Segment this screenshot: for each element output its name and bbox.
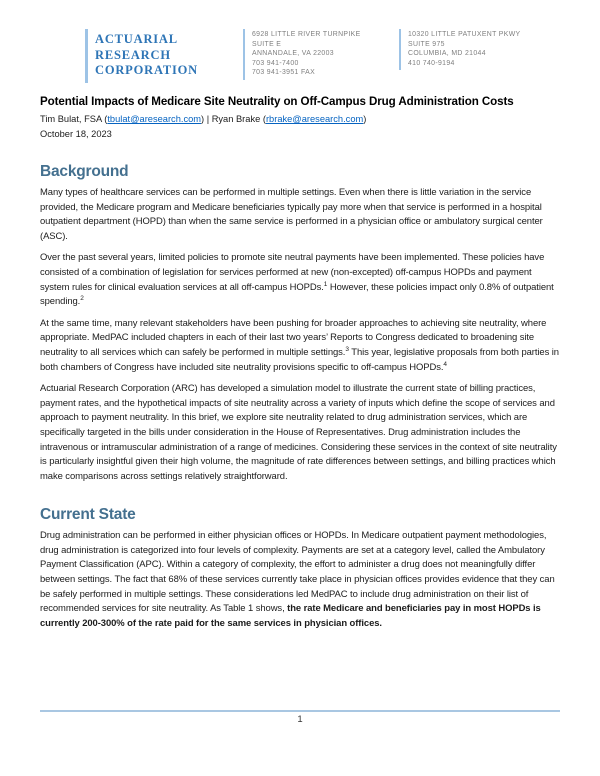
footnote-ref-2: 2: [80, 295, 84, 303]
background-paragraph-2: [40, 251, 561, 309]
document-date: October 18, 2023: [40, 129, 112, 139]
document-title: Potential Impacts of Medicare Site Neutrality on Off-Campus Drug Administration Costs: [40, 95, 514, 108]
emphasized-rate-statement: the rate Medicare and beneficiaries pay in most HOPDs is currently 200-300% of the rate paid for the same services in physician offices.: [40, 603, 541, 629]
address-annandale: [243, 29, 399, 80]
byline-separator: ) | Ryan Brake (: [201, 114, 266, 124]
byline-end: ): [363, 114, 367, 124]
email-link-rbrake[interactable]: rbrake@aresearch.com: [265, 114, 364, 124]
logo-line-1: ACTUARIAL: [95, 32, 178, 46]
current-state-paragraph-1: [40, 529, 561, 631]
paragraph-text: However, these policies impact only 0.8% of outpatient spending.: [40, 281, 554, 308]
footnote-ref-1: 1: [323, 280, 328, 288]
address-line: 10320 LITTLE PATUXENT PKWY: [408, 31, 521, 38]
author-1: Tim Bulat, FSA (: [40, 114, 108, 124]
address-line: 703 941-7400: [252, 59, 299, 67]
footer-divider: [40, 710, 560, 712]
paragraph-text: This year, legislative proposals from both parties in both chambers of Congress have included site neutrality provisions specific to off-campus HOPDs.: [40, 346, 559, 373]
background-paragraph-3: [40, 317, 561, 375]
logo-line-3: CORPORATION: [95, 63, 199, 77]
paragraph-text: At the same time, many relevant stakeholders have been pushing for broader approaches to achieving site neutrality, where appropriate. MedPAC included chapters in each of their last two years’ Reports to Congress dedicated to broadening site neutrality to all services which can safely be performed in multiple settings.: [40, 317, 547, 358]
document-body: [40, 94, 561, 638]
section-heading-background: Background: [40, 163, 129, 180]
byline: [40, 113, 561, 126]
section-heading-current-state: Current State: [40, 506, 136, 524]
address-line: 703 941-3951 FAX: [252, 69, 316, 77]
letterhead: [85, 29, 548, 83]
address-line: ANNANDALE, VA 22003: [252, 50, 334, 58]
address-line: SUITE E: [252, 40, 282, 48]
address-columbia: [399, 29, 548, 70]
address-line: 6928 LITTLE RIVER TURNPIKE: [252, 31, 361, 38]
email-link-tbulat[interactable]: tbulat@aresearch.com: [107, 114, 202, 124]
logo-line-2: RESEARCH: [95, 47, 171, 62]
background-paragraph-4: Actuarial Research Corporation (ARC) has developed a simulation model to illustrate the current state of billing practices, payment rates, and the hypothetical impacts of site neutrality across a variety of inputs which define the scope of services and approach to payment neutrality. In this brief, we explore site neutrality related to drug administration services, which are specifically targeted in the bills under consideration in the House of Representatives. Drug administration includes the intravenous or intramuscular administration of a range of medicines. Considering these services in the context of site neutrality is particularly insightful given their high volume, the magnitude of rate differences between settings, and billing practices which make comparisons across settings relatively straightforward.: [40, 383, 557, 482]
footnote-ref-3: 3: [345, 345, 349, 353]
footnote-ref-4: 4: [443, 360, 447, 368]
address-line: 410 740-9194: [408, 59, 455, 67]
paragraph-text: Over the past several years, limited policies to promote site neutral payments have been implemented. These policies have consisted of a combination of legislation for services performed at new (non-excepted) off-campus HOPDs and payment system rules for clinical evaluation services at all off-campus HOPDs.: [40, 252, 545, 293]
page-number: 1: [297, 714, 303, 725]
address-line: SUITE 975: [408, 40, 445, 48]
address-line: COLUMBIA, MD 21044: [408, 50, 486, 58]
paragraph-text: Drug administration can be performed in either physician offices or HOPDs. In Medicare outpatient payment methodologies, drug administration is categorized into four levels of complexity. Payments are set at a category level, called the Ambulatory Payment Classification (APC). Within a category of complexity, the effort to administer a drug does not meaningfully differ between settings. The fact that 68% of these services currently take place in physician offices provides evidence that they can be safely performed in multiple settings. These considerations led MedPAC to include drug administration on their list of recommended services for site neutrality. As Table 1 shows,: [40, 530, 555, 615]
company-logo: [85, 29, 243, 83]
background-paragraph-1: Many types of healthcare services can be performed in multiple settings. Even when there is little variation in the service provided, the Medicare program and Medicare beneficiaries typically pay more when that service is performed in a hospital outpatient department (HOPD) than when the same service is performed in a physician office or ambulatory surgical center (ASC).: [40, 187, 543, 242]
